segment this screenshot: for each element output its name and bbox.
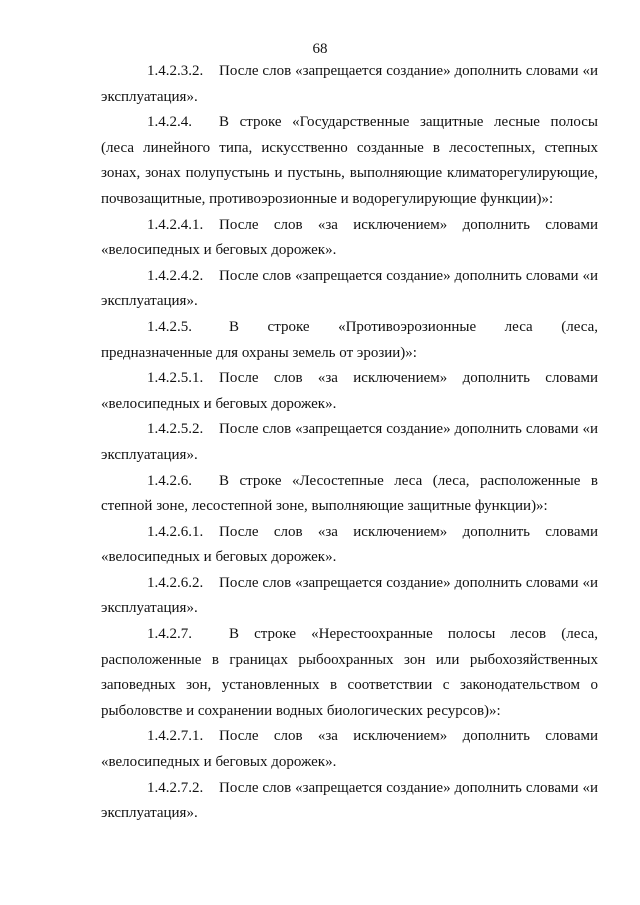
paragraph [101, 110, 598, 212]
paragraph-number: 1.4.2.7.1. [147, 728, 204, 745]
paragraph-text: В строке «Государственные защитные лесные полосы (леса линейного типа, искусственно созданные в лесостепных, степных зонах, зонах полупустынь и пустынь, выполняющие климаторегулирующие, почвозащитные, противоэрозионные и водорегулирующие функции)»: [101, 114, 598, 207]
paragraph-number: 1.4.2.7.2. [147, 779, 204, 796]
paragraph-number: 1.4.2.4. [147, 114, 192, 131]
paragraph-number: 1.4.2.6.1. [147, 523, 204, 540]
paragraph [101, 315, 598, 366]
paragraph [101, 469, 598, 520]
paragraph [101, 724, 598, 775]
paragraph [101, 59, 598, 110]
paragraph-number: 1.4.2.5. [147, 318, 192, 335]
paragraph-text: После слов «за исключением» дополнить словами «велосипедных и беговых дорожек». [101, 728, 598, 771]
paragraph [101, 776, 598, 827]
paragraph-text: После слов «запрещается создание» дополнить словами «и эксплуатация». [101, 779, 598, 822]
paragraph-number: 1.4.2.7. [147, 626, 192, 643]
paragraph [101, 520, 598, 571]
paragraph-text: После слов «запрещается создание» дополнить словами «и эксплуатация». [101, 63, 598, 105]
paragraph-number: 1.4.2.5.2. [147, 421, 204, 438]
paragraph-text: В строке «Нерестоохранные полосы лесов (леса, расположенные в границах рыбоохранных зон или рыбохозяйственных заповедных зон, установленных в соответствии с законодательством о рыболовстве и сохранении водных биологических ресурсов)»: [101, 626, 598, 719]
paragraph-number: 1.4.2.3.2. [147, 63, 204, 79]
paragraph-text: После слов «запрещается создание» дополнить словами «и эксплуатация». [101, 421, 598, 463]
paragraph-text: После слов «запрещается создание» дополнить словами «и эксплуатация». [101, 574, 598, 617]
paragraph-text: В строке «Лесостепные леса (леса, расположенные в степной зоне, лесостепной зоне, выполняющие защитные функции)»: [101, 472, 598, 515]
paragraph-text: В строке «Противоэрозионные леса (леса, предназначенные для охраны земель от эрозии)»: [101, 318, 598, 361]
paragraph [101, 213, 598, 264]
paragraph [101, 366, 598, 417]
paragraph-text: После слов «запрещается создание» дополнить словами «и эксплуатация». [101, 267, 598, 310]
paragraph-text: После слов «за исключением» дополнить словами «велосипедных и беговых дорожек». [101, 370, 598, 412]
paragraph [101, 417, 598, 468]
paragraph [101, 571, 598, 622]
paragraph-text: После слов «за исключением» дополнить словами «велосипедных и беговых дорожек». [101, 523, 598, 566]
paragraph [101, 264, 598, 315]
paragraph-number: 1.4.2.5.1. [147, 370, 204, 387]
paragraph-text: После слов «за исключением» дополнить словами «велосипедных и беговых дорожек». [101, 216, 598, 259]
paragraph-number: 1.4.2.6. [147, 472, 192, 489]
page-number: 68 [312, 41, 328, 57]
paragraph-number: 1.4.2.4.1. [147, 216, 204, 233]
paragraph-number: 1.4.2.6.2. [147, 574, 204, 591]
document-body [101, 59, 598, 827]
paragraph-number: 1.4.2.4.2. [147, 267, 204, 284]
paragraph [101, 622, 598, 724]
